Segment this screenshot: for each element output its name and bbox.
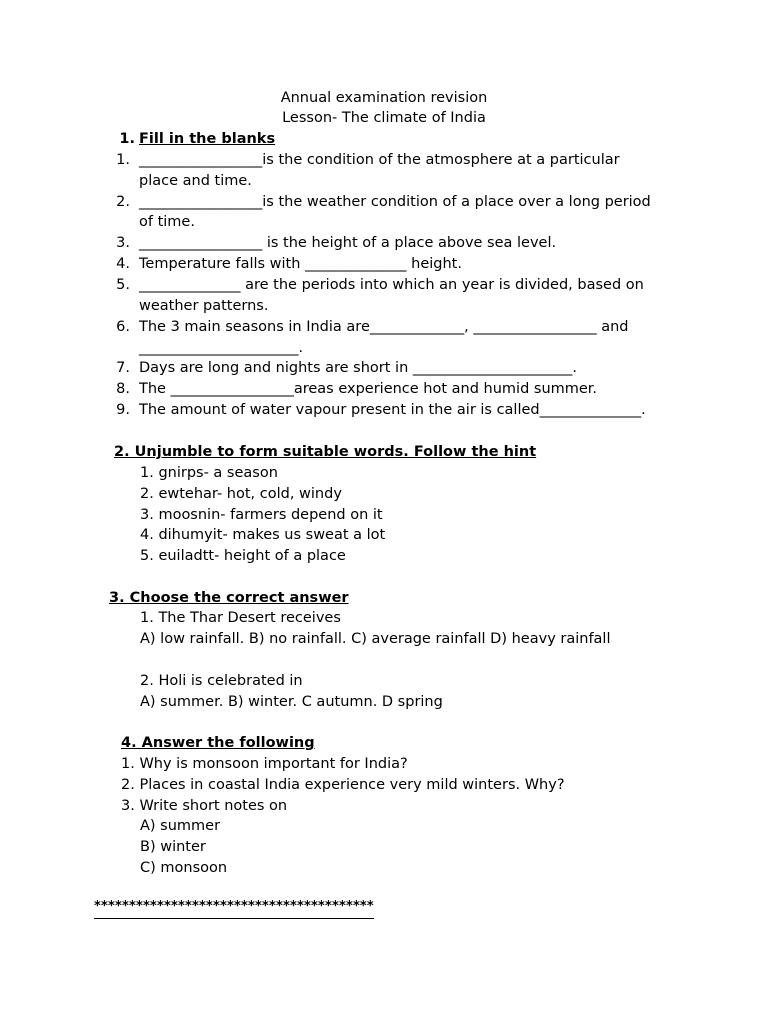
unjumble-item: 4. dihumyit- makes us sweat a lot	[140, 527, 386, 543]
blank-item-text-cont: place and time.	[139, 173, 252, 189]
section4-heading: 4. Answer the following	[121, 735, 315, 751]
document-title: Annual examination revision	[280, 90, 488, 106]
short-note-item: C) monsoon	[140, 860, 228, 876]
blank-item-text-cont: ______________________.	[139, 340, 304, 356]
blank-item-text: _________________is the condition of the atmosphere at a particular	[139, 152, 620, 168]
blank-item-text-cont: weather patterns.	[139, 298, 269, 314]
footer-divider: ****************************************	[94, 897, 374, 919]
blank-item-text: _________________ is the height of a place above sea level.	[139, 235, 557, 251]
section1-heading: Fill in the blanks	[139, 131, 276, 147]
blank-item-number: 2.	[116, 194, 130, 210]
mcq-options: A) low rainfall. B) no rainfall. C) average rainfall D) heavy rainfall	[140, 631, 611, 647]
blank-item-text: ______________ are the periods into which an year is divided, based on	[139, 277, 644, 293]
answer-question: 1. Why is monsoon important for India?	[121, 756, 408, 772]
blank-item-number: 5.	[116, 277, 130, 293]
section2-heading: 2. Unjumble to form suitable words. Follow the hint	[114, 444, 537, 460]
blank-item-number: 1.	[116, 152, 130, 168]
answer-question: 3. Write short notes on	[121, 798, 288, 814]
blank-item-number: 4.	[116, 256, 130, 272]
blank-item-number: 6.	[116, 319, 130, 335]
mcq-question: 1. The Thar Desert receives	[140, 610, 341, 626]
section3-heading: 3. Choose the correct answer	[109, 590, 349, 606]
section1-number: 1.	[119, 131, 135, 147]
blank-item-number: 3.	[116, 235, 130, 251]
mcq-options: A) summer. B) winter. C autumn. D spring	[140, 694, 443, 710]
unjumble-item: 5. euiladtt- height of a place	[140, 548, 346, 564]
blank-item-text-cont: of time.	[139, 214, 195, 230]
unjumble-item: 1. gnirps- a season	[140, 465, 278, 481]
blank-item-text: The _________________areas experience hot and humid summer.	[139, 381, 598, 397]
short-note-item: B) winter	[140, 839, 206, 855]
blank-item-text: Days are long and nights are short in ______________________.	[139, 360, 577, 376]
mcq-question: 2. Holi is celebrated in	[140, 673, 303, 689]
blank-item-text: The amount of water vapour present in the air is called______________.	[139, 402, 646, 418]
answer-question: 2. Places in coastal India experience very mild winters. Why?	[121, 777, 565, 793]
blank-item-text: The 3 main seasons in India are_____________, _________________ and	[139, 319, 629, 335]
blank-item-number: 9.	[116, 402, 130, 418]
unjumble-item: 2. ewtehar- hot, cold, windy	[140, 486, 342, 502]
blank-item-number: 8.	[116, 381, 130, 397]
blank-item-number: 7.	[116, 360, 130, 376]
blank-item-text: _________________is the weather condition of a place over a long period	[139, 194, 651, 210]
short-note-item: A) summer	[140, 818, 221, 834]
unjumble-item: 3. moosnin- farmers depend on it	[140, 507, 383, 523]
blank-item-text: Temperature falls with ______________ height.	[139, 256, 462, 272]
lesson-title: Lesson- The climate of India	[282, 110, 486, 126]
